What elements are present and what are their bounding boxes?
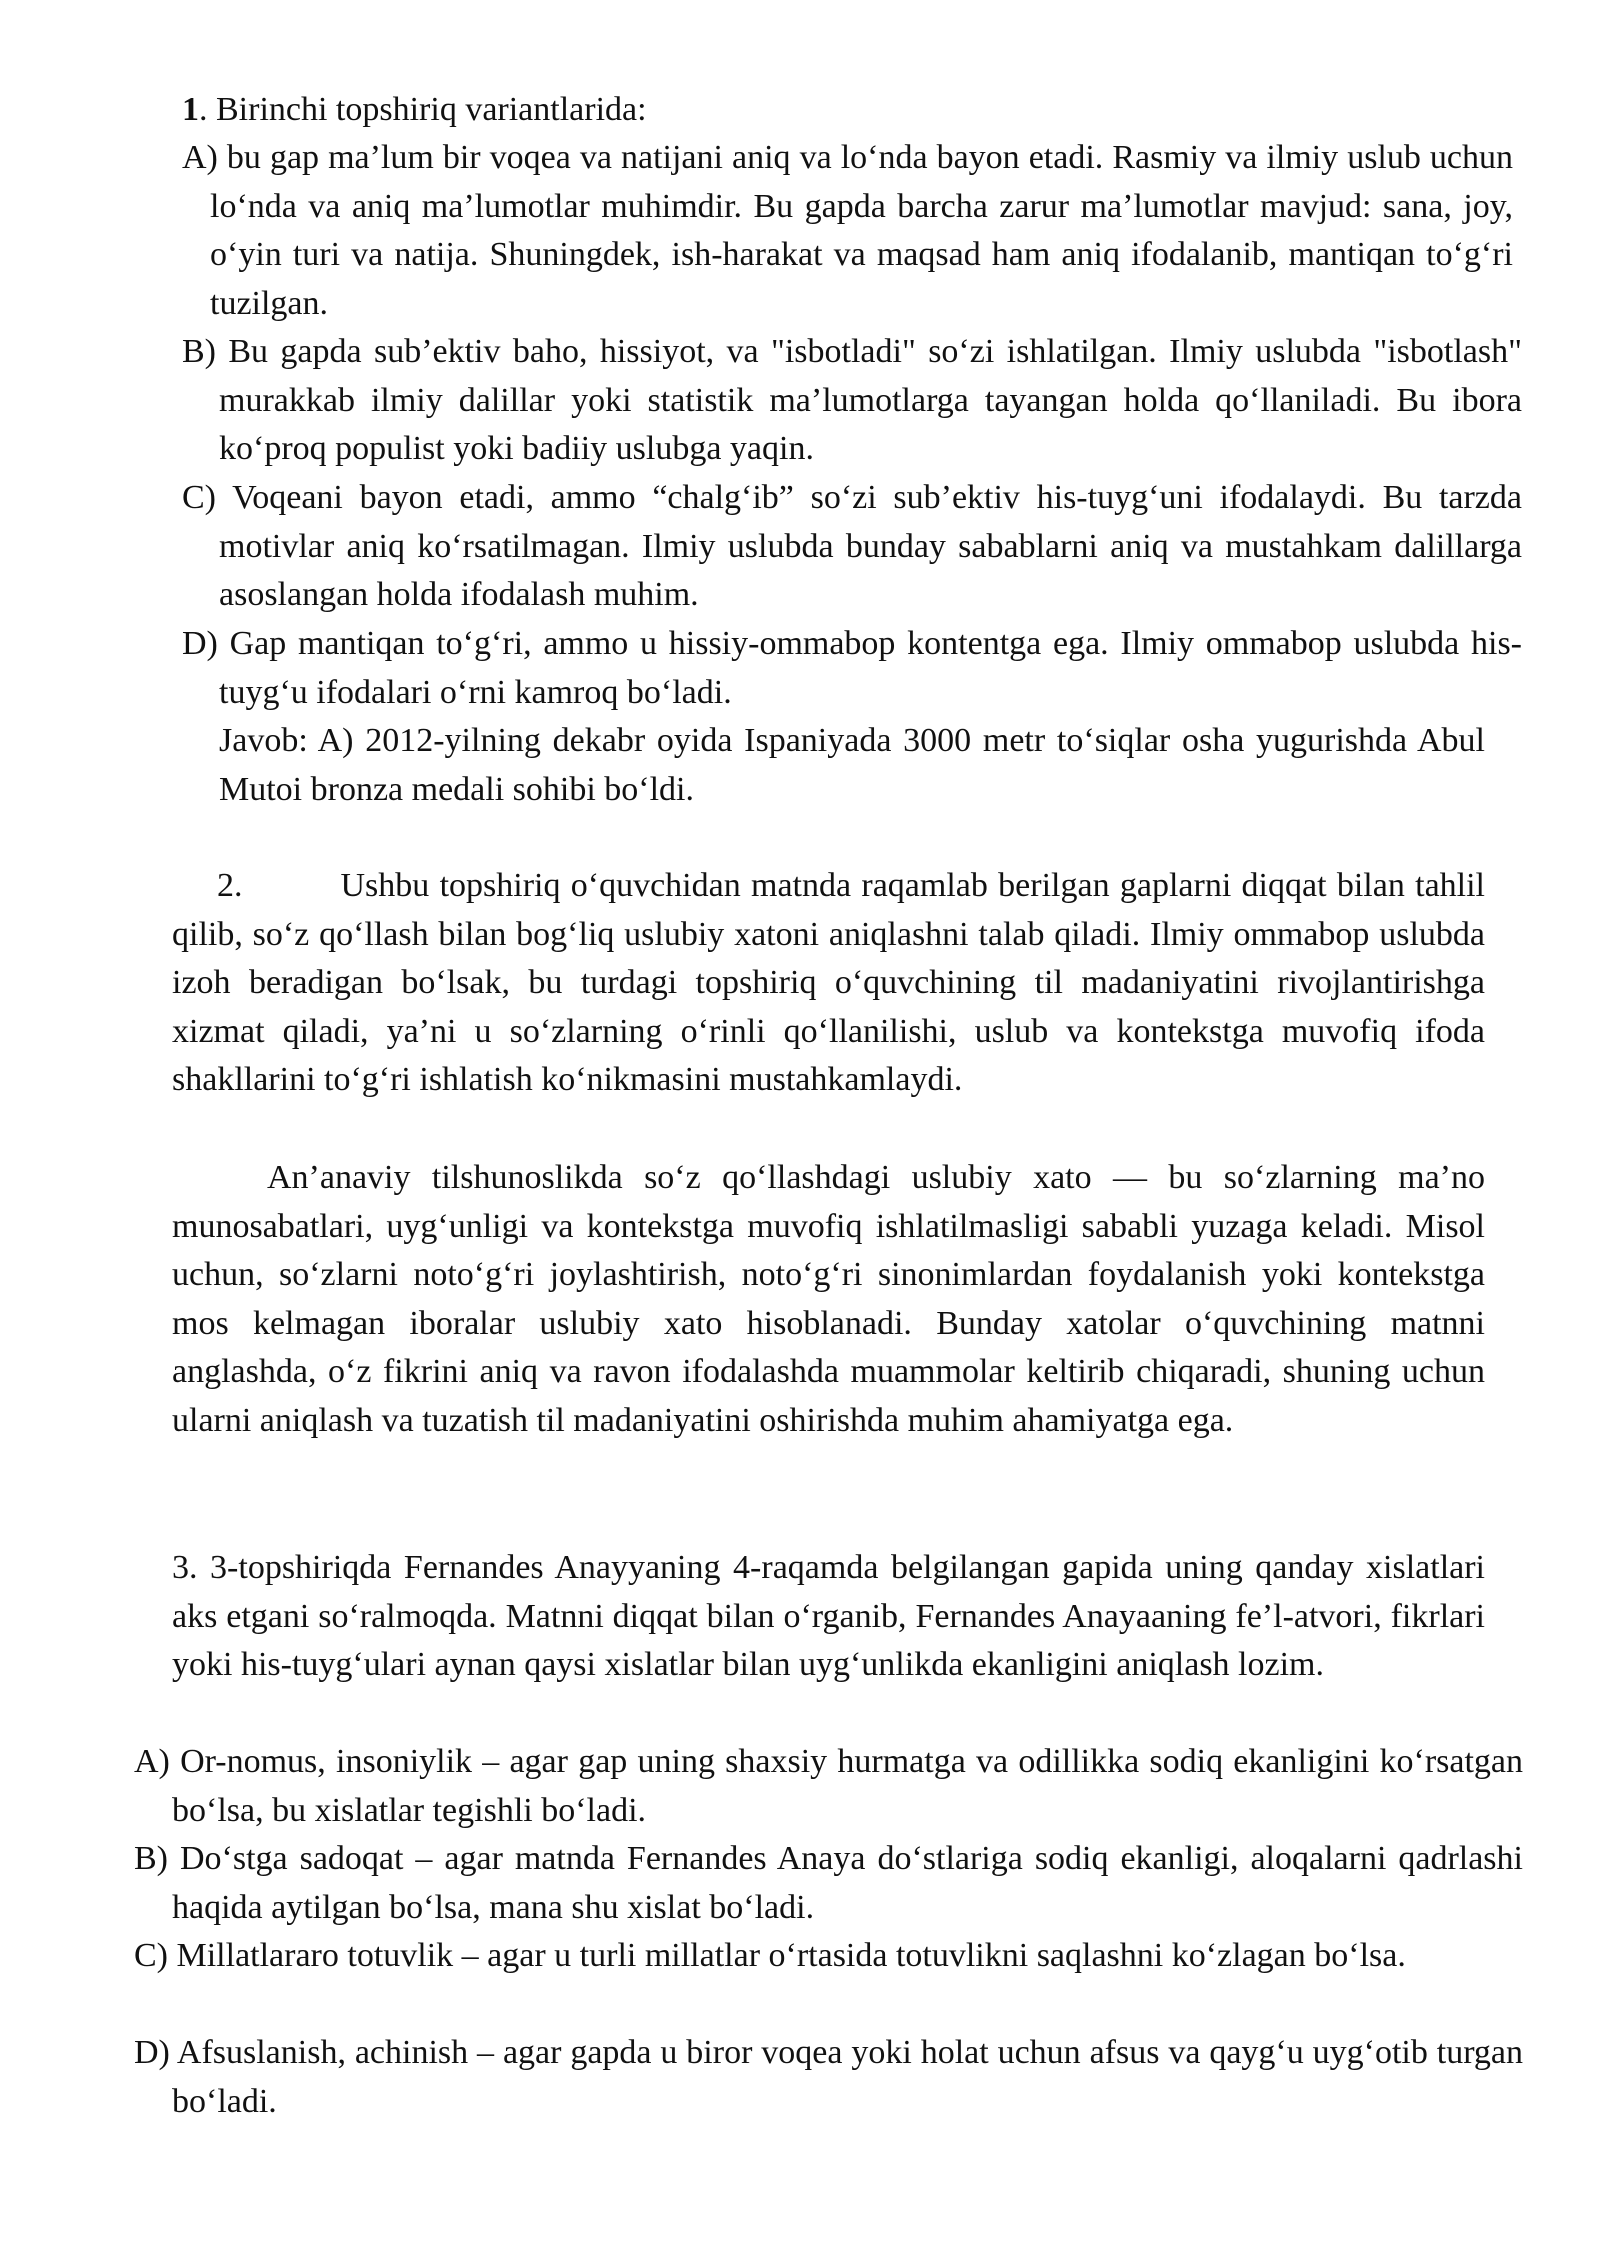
section-1-option-a: A) bu gap ma’lum bir voqea va natijani aniq va lo‘nda bayon etadi. Rasmiy va ilmiy uslub uchun lo‘nda va aniq ma’lumotlar muhimdir. Bu gapda barcha zarur ma’lumotlar mavjud: sana, joy, o‘yin turi va natija. Shuningdek, ish-harakat va maqsad ham aniq ifodalanib, mantiqan to‘g‘ri tuzilgan. — [182, 139, 1513, 322]
section-1-option-c: C) Voqeani bayon etadi, ammo “chalg‘ib” so‘zi sub’ektiv his-tuyg‘uni ifodalaydi. Bu tarzda motivlar aniq ko‘rsatilmagan. Ilmiy uslubda bunday sabablarni aniq va mustahkam dalillarga asoslangan holda ifodalash muhim. — [182, 479, 1522, 613]
section-3-option-a: A) Or-nomus, insoniylik – agar gap uning shaxsiy hurmatga va odillikka sodiq ekanligini ko‘rsatgan bo‘lsa, bu xislatlar tegishli bo‘ladi. — [134, 1743, 1523, 1829]
section-2-paragraph-1-text: Ushbu topshiriq o‘quvchidan matnda raqamlab berilgan gaplarni diqqat bilan tahlil qilib, so‘z qo‘llash bilan bog‘liq uslubiy xatoni aniqlashni talab qiladi. Ilmiy ommabop uslubda izoh beradigan bo‘lsak, bu turdagi topshiriq o‘quvchining til madaniyatini rivojlantirishga xizmat qiladi, ya’ni u so‘zlarning o‘rinli qo‘llanilishi, uslub va kontekstga muvofiq ifoda shakllarini to‘g‘ri ishlatish ko‘nikmasini mustahkamlaydi. — [172, 867, 1485, 1098]
section-2-number: 2. — [217, 867, 243, 904]
section-3-intro: 3. 3-topshiriqda Fernandes Anayyaning 4-raqamda belgilangan gapida uning qanday xislatlari aks etgani so‘ralmoqda. Matnni diqqat bilan o‘rganib, Fernandes Anayaaning fe’l-atvori, fikrlari yoki his-tuyg‘ulari aynan qaysi xislatlar bilan uyg‘unlikda ekanligini aniqlash lozim. — [172, 1549, 1485, 1683]
section-1-intro-text: . Birinchi topshiriq variantlarida: — [199, 91, 647, 128]
section-3-option-d: D) Afsuslanish, achinish – agar gapda u biror voqea yoki holat uchun afsus va qayg‘u uyg‘otib turgan bo‘ladi. — [134, 2034, 1523, 2120]
section-2-paragraph-1 — [172, 862, 1485, 1105]
section-1-intro — [182, 86, 1482, 135]
section-1-answer: Javob: A) 2012-yilning dekabr oyida Ispaniyada 3000 metr to‘siqlar osha yugurishda Abul Mutoi bronza medali sohibi bo‘ldi. — [219, 722, 1485, 808]
section-1-number: 1 — [182, 91, 199, 128]
section-1-option-d: D) Gap mantiqan to‘g‘ri, ammo u hissiy-ommabop kontentga ega. Ilmiy ommabop uslubda his-tuyg‘u ifodalari o‘rni kamroq bo‘ladi. — [182, 625, 1522, 711]
section-1-option-b: B) Bu gapda sub’ektiv baho, hissiyot, va "isbotladi" so‘zi ishlatilgan. Ilmiy uslubda "isbotlash" murakkab ilmiy dalillar yoki statistik ma’lumotlarga tayangan holda qo‘llaniladi. Bu ibora ko‘proq populist yoki badiiy uslubga yaqin. — [182, 333, 1522, 467]
section-2-paragraph-2: An’anaviy tilshunoslikda so‘z qo‘llashdagi uslubiy xato — bu so‘zlarning ma’no munosabatlari, uyg‘unligi va kontekstga muvofiq ishlatilmasligi sababli yuzaga keladi. Misol uchun, so‘zlarni noto‘g‘ri joylashtirish, noto‘g‘ri sinonimlardan foydalanish yoki kontekstga mos kelmagan iboralar uslubiy xato hisoblanadi. Bunday xatolar o‘quvchining matnni anglashda, o‘z fikrini aniq va ravon ifodalashda muammolar keltirib chiqaradi, shuning uchun ularni aniqlash va tuzatish til madaniyatini oshirishda muhim ahamiyatga ega. — [172, 1159, 1485, 1439]
section-3-option-c: C) Millatlararo totuvlik – agar u turli millatlar o‘rtasida totuvlikni saqlashni ko‘zlagan bo‘lsa. — [134, 1937, 1406, 1974]
section-3-option-b: B) Do‘stga sadoqat – agar matnda Fernandes Anaya do‘stlariga sodiq ekanligi, aloqalarni qadrlashi haqida aytilgan bo‘lsa, mana shu xislat bo‘ladi. — [134, 1840, 1523, 1926]
